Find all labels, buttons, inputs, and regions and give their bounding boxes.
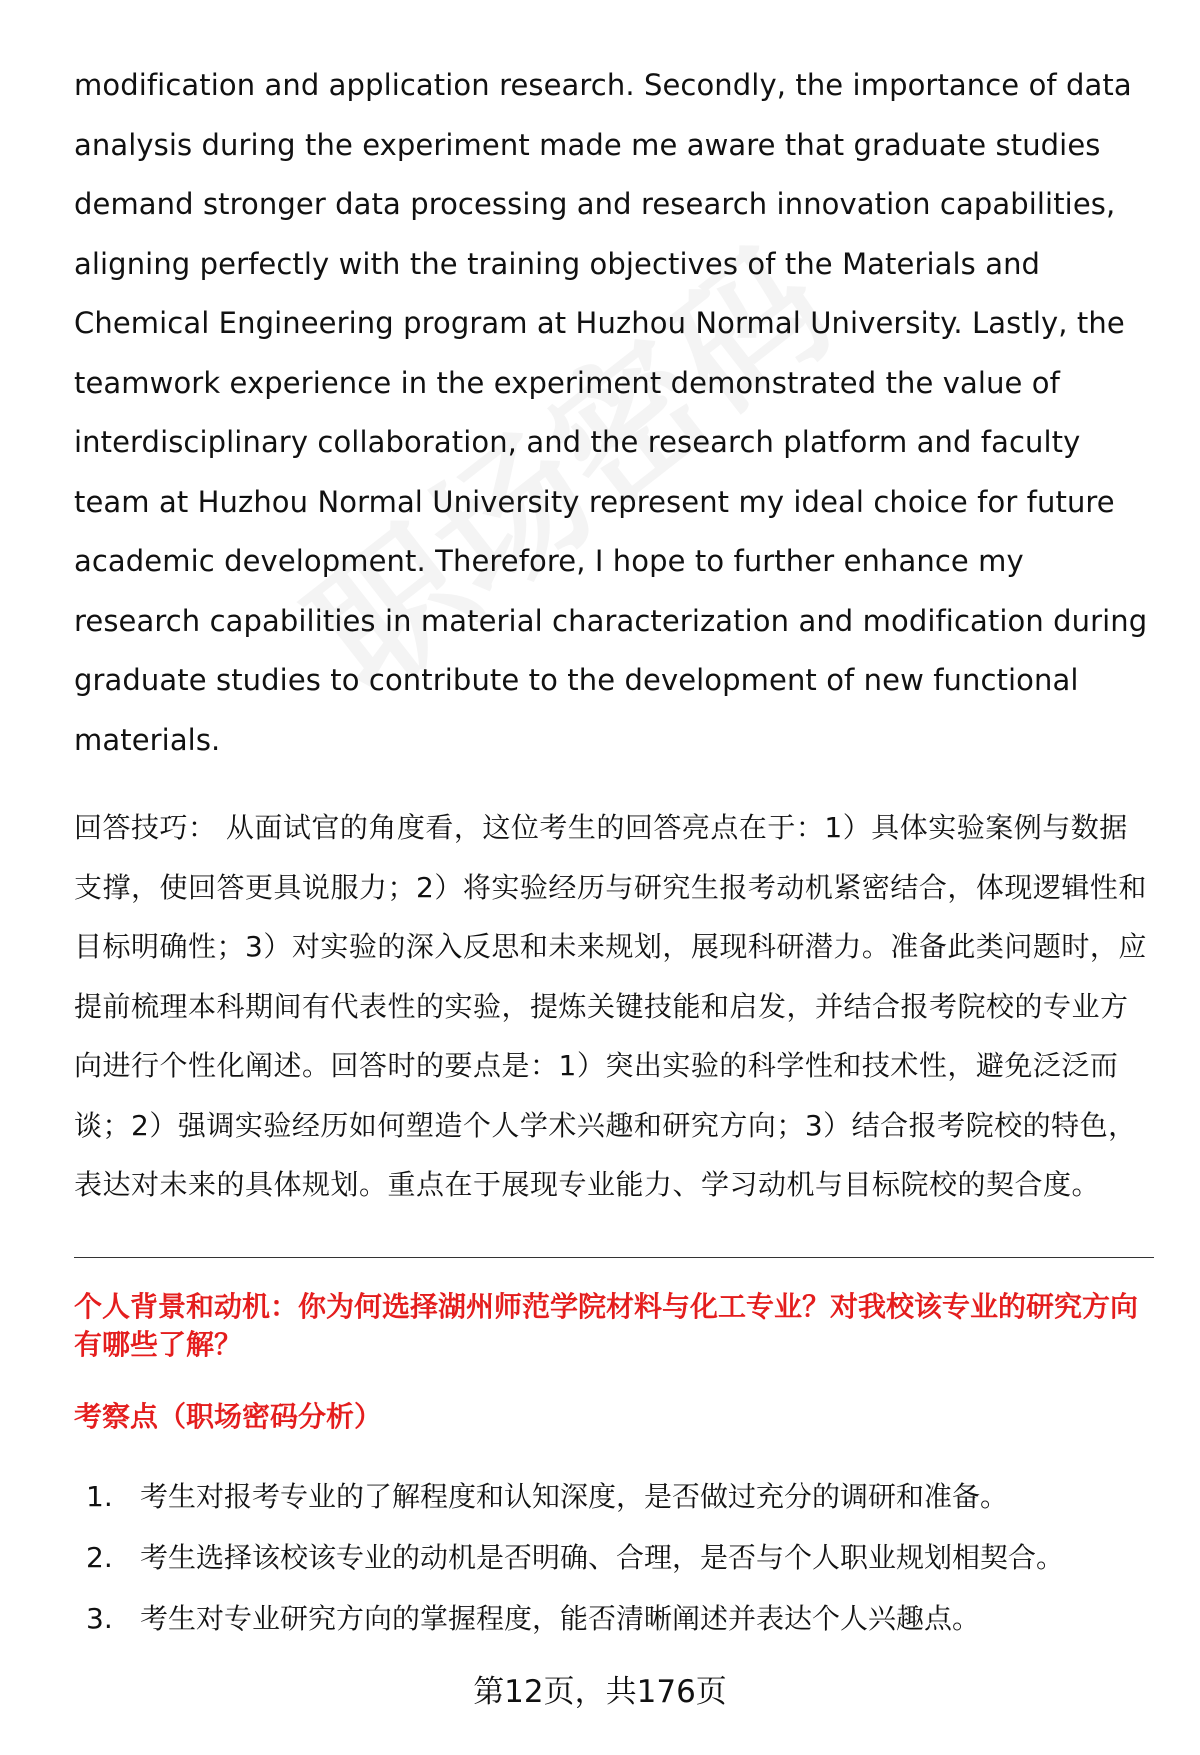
list-item xyxy=(74,1466,1154,1527)
answer-tips-paragraph: 回答技巧： 从面试官的角度看，这位考生的回答亮点在于：1）具体实验案例与数据支撑，使回答更具说服力；2）将实验经历与研究生报考动机紧密结合，体现逻辑性和目标明确性；3）对实验的深入反思和未来规划，展现科研潜力。准备此类问题时，应提前梳理本科期间有代表性的实验，提炼关键技能和启发，并结合报考院校的专业方向进行个性化阐述。回答时的要点是：1）突出实验的科学性和技术性，避免泛泛而谈；2）强调实验经历如何塑造个人学术兴趣和研究方向；3）结合报考院校的特色，表达对未来的具体规划。重点在于展现专业能力、学习动机与目标院校的契合度。 xyxy=(74,811,1147,1201)
assessment-points-heading: 考察点（职场密码分析） xyxy=(74,1399,383,1433)
list-item-number: 3. xyxy=(86,1601,113,1635)
list-item-text: 考生选择该校该专业的动机是否明确、合理，是否与个人职业规划相契合。 xyxy=(140,1540,1065,1574)
page-number-footer: 第12页，共176页 xyxy=(473,1674,727,1710)
section-divider xyxy=(74,1257,1154,1258)
assessment-points-list xyxy=(74,1466,1154,1649)
answer-continuation-paragraph: modification and application research. Secondly, the importance of data analysis during the experiment made me aware that graduate studies demand stronger data processing and research innovation capabilities, aligning perfectly with the training objectives of the Materials and Chemical Engineering program at Huzhou Normal University. Lastly, the teamwork experience in the experiment demonstrated the value of interdisciplinary collaboration, and the research platform and faculty team at Huzhou Normal University represent my ideal choice for future academic development. Therefore, I hope to further enhance my research capabilities in material characterization and modification during graduate studies to contribute to the development of new functional materials. xyxy=(74,68,1148,757)
list-item-text: 考生对专业研究方向的掌握程度，能否清晰阐述并表达个人兴趣点。 xyxy=(140,1601,981,1635)
question-heading: 个人背景和动机：你为何选择湖州师范学院材料与化工专业？对我校该专业的研究方向有哪些了解？ xyxy=(74,1289,1139,1361)
list-item xyxy=(74,1527,1154,1588)
page-content xyxy=(74,56,1154,1649)
list-item xyxy=(74,1588,1154,1649)
list-item-number: 1. xyxy=(86,1479,113,1513)
list-item-text: 考生对报考专业的了解程度和认知深度，是否做过充分的调研和准备。 xyxy=(140,1479,1009,1513)
list-item-number: 2. xyxy=(86,1540,113,1574)
